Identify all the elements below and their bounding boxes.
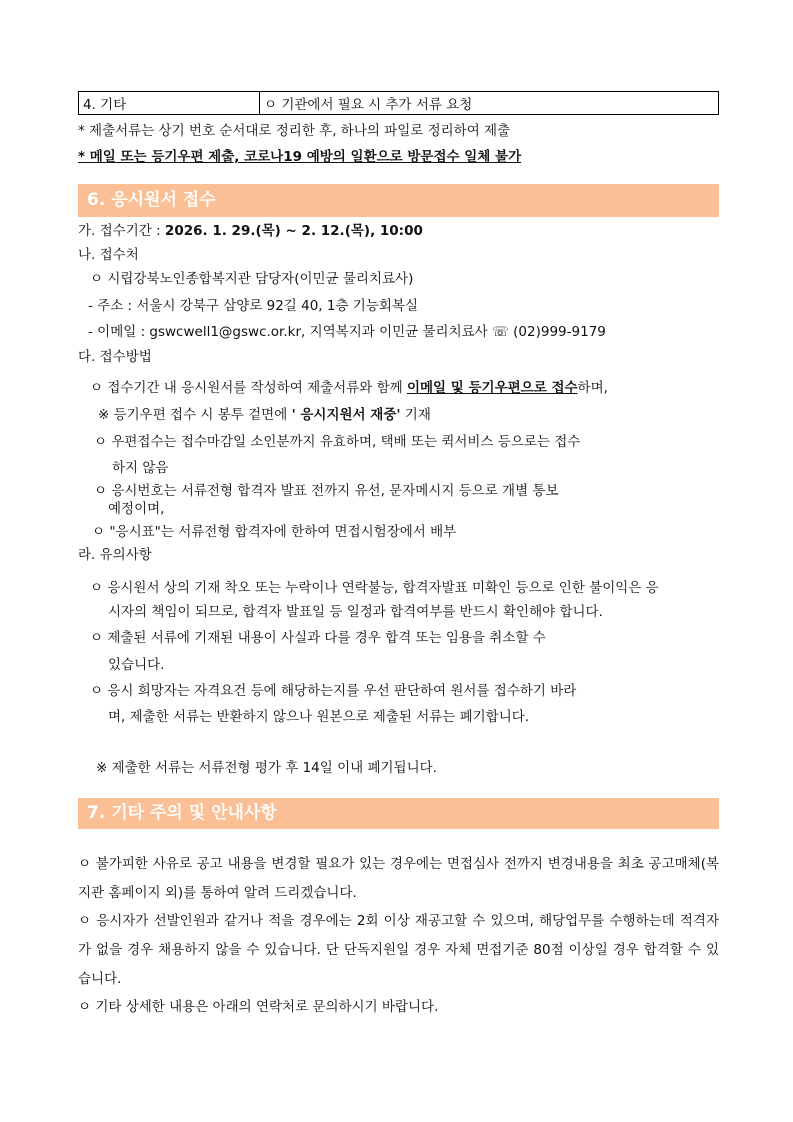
caution-heading: 라. 유의사항 — [78, 547, 152, 563]
method-item-number-b: 예정이며, — [108, 501, 165, 517]
method-item-post-a: ㅇ 우편접수는 접수마감일 소인분까지 유효하며, 택배 또는 퀵서비스 등으로는 접수 — [94, 434, 581, 450]
note-submission-method: * 메일 또는 등기우편 제출, 코로나19 예방의 일환으로 방문접수 일체 불가 — [78, 149, 522, 165]
caution-item-3b: 며, 제출한 서류는 반환하지 않으나 원본으로 제출된 서류는 폐기합니다. — [108, 709, 530, 725]
caution-item-2a: ㅇ 제출된 서류에 기재된 내용이 사실과 다를 경우 합격 또는 임용을 취소할 수 — [90, 630, 546, 646]
period-line — [78, 219, 423, 239]
documents-table — [78, 91, 719, 115]
section-7-heading: 7. 기타 주의 및 안내사항 — [78, 798, 719, 829]
place-heading: 나. 접수처 — [78, 247, 139, 263]
notice-paragraph-2: ㅇ 응시자가 선발인원과 같거나 적을 경우에는 2회 이상 재공고할 수 있으며, 해당업무를 수행하는데 적격자가 없을 경우 채용하지 않을 수 있습니다. 단 단독지원일 경우 자체 면접기준 80점 이상일 경우 합격할 수 있습니다. — [78, 913, 719, 987]
method-envelope-note: ※ 등기우편 접수 시 봉투 겉면에 ' 응시지원서 재중' 기재 — [98, 407, 431, 423]
table-row — [79, 92, 719, 115]
place-contact: ㅇ 시립강북노인종합복지관 담당자(이민균 물리치료사) — [90, 271, 414, 287]
caution-item-1a: ㅇ 응시원서 상의 기재 착오 또는 누락이나 연락불능, 합격자발표 미확인 등으로 인한 불이익은 응 — [90, 580, 659, 596]
table-cell-label: 4. 기타 — [79, 92, 260, 115]
method-item-ticket: ㅇ "응시표"는 서류전형 합격자에 한하여 면접시험장에서 배부 — [92, 524, 457, 540]
method-item-1: ㅇ 접수기간 내 응시원서를 작성하여 제출서류와 함께 이메일 및 등기우편으로 접수하며, — [90, 380, 608, 396]
place-email: - 이메일 : gswcwell1@gswc.or.kr, 지역복지과 이민균 물리치료사 ☏ (02)999-9179 — [88, 324, 606, 340]
method-email-post: 이메일 및 등기우편으로 접수 — [406, 380, 578, 396]
section-6-heading: 6. 응시원서 접수 — [78, 184, 719, 217]
method-heading: 다. 접수방법 — [78, 349, 152, 365]
period-label: 가. 접수기간 : — [78, 223, 165, 239]
table-cell-value: ㅇ 기관에서 필요 시 추가 서류 요청 — [260, 92, 719, 115]
method-item-number-a: ㅇ 응시번호는 서류전형 합격자 발표 전까지 유선, 문자메시지 등으로 개별 통보 — [94, 483, 559, 499]
method-item-post-b: 하지 않음 — [112, 460, 169, 476]
caution-item-3a: ㅇ 응시 희망자는 자격요건 등에 해당하는지를 우선 판단하여 원서를 접수하기 바라 — [90, 683, 577, 699]
envelope-label: ' 응시지원서 재중' — [291, 407, 401, 423]
notice-paragraph-1: ㅇ 불가피한 사유로 공고 내용을 변경할 필요가 있는 경우에는 면접심사 전까지 변경내용을 최초 공고매체(복지관 홈페이지 외)를 통하여 알려 드리겠습니다. — [78, 856, 719, 901]
period-value: 2026. 1. 29.(목) ~ 2. 12.(목), 10:00 — [164, 223, 423, 239]
notice-paragraph-3: ㅇ 기타 상세한 내용은 아래의 연락처로 문의하시기 바랍니다. — [78, 999, 439, 1015]
place-address: - 주소 : 서울시 강북구 삼양로 92길 40, 1층 기능회복실 — [88, 298, 419, 314]
caution-disposal-note: ※ 제출한 서류는 서류전형 평가 후 14일 이내 폐기됩니다. — [96, 760, 437, 776]
note-submission-order: * 제출서류는 상기 번호 순서대로 정리한 후, 하나의 파일로 정리하여 제출 — [78, 123, 511, 139]
caution-item-2b: 있습니다. — [108, 657, 165, 673]
caution-item-1b: 시자의 책임이 되므로, 합격자 발표일 등 일정과 합격여부를 반드시 확인해야 합니다. — [108, 604, 603, 620]
